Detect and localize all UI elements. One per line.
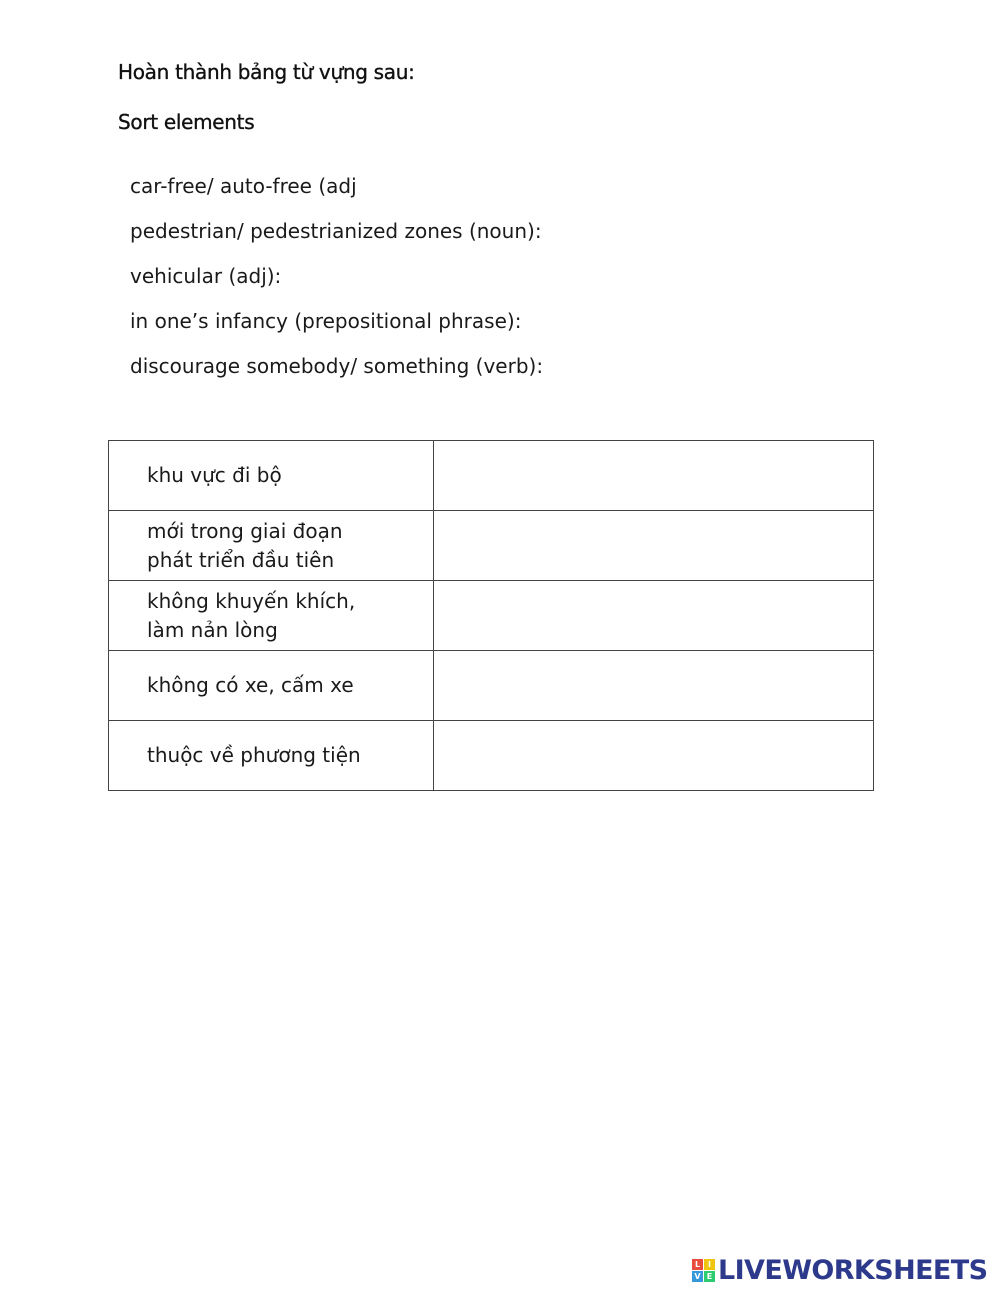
logo-letter-tile: I (704, 1259, 715, 1270)
answer-drop-zone[interactable] (434, 721, 874, 791)
meaning-cell (109, 511, 434, 581)
answer-drop-zone[interactable] (434, 651, 874, 721)
meaning-cell (109, 581, 434, 651)
table-row (109, 721, 874, 791)
liveworksheets-logo-icon (692, 1259, 715, 1282)
logo-letter-tile: E (704, 1271, 715, 1282)
table-row (109, 581, 874, 651)
answer-drop-zone[interactable] (434, 441, 874, 511)
meaning-text: phát triển đầu tiên (147, 547, 335, 572)
table-row (109, 511, 874, 581)
meaning-text: không khuyến khích, (147, 588, 356, 613)
answer-drop-zone[interactable] (434, 511, 874, 581)
draggable-word-discourage[interactable]: discourage somebody/ something (verb): (130, 354, 544, 378)
instruction-heading: Hoàn thành bảng từ vựng sau: (118, 60, 415, 84)
draggable-word-infancy[interactable]: in one’s infancy (prepositional phrase): (130, 309, 522, 333)
meaning-text: mới trong giai đoạn (147, 518, 343, 543)
meaning-text: không có xe, cấm xe (147, 673, 354, 697)
answer-drop-zone[interactable] (434, 581, 874, 651)
liveworksheets-wordmark: LIVEWORKSHEETS (718, 1254, 988, 1286)
meaning-text: khu vực đi bộ (147, 463, 282, 487)
meaning-text: làm nản lòng (147, 617, 278, 642)
meaning-cell (109, 441, 434, 511)
logo-letter-tile: L (692, 1259, 703, 1270)
draggable-word-vehicular[interactable]: vehicular (adj): (130, 264, 282, 288)
sort-elements-heading: Sort elements (118, 110, 255, 134)
meaning-text: thuộc về phương tiện (147, 743, 361, 767)
draggable-word-pedestrian[interactable]: pedestrian/ pedestrianized zones (noun): (130, 219, 542, 243)
liveworksheets-logo (692, 1253, 987, 1287)
meaning-cell (109, 721, 434, 791)
table-row (109, 651, 874, 721)
table-row (109, 441, 874, 511)
vocabulary-table (108, 440, 874, 791)
draggable-word-car-free[interactable]: car-free/ auto-free (adj (130, 174, 357, 198)
meaning-cell (109, 651, 434, 721)
logo-letter-tile: V (692, 1271, 703, 1282)
